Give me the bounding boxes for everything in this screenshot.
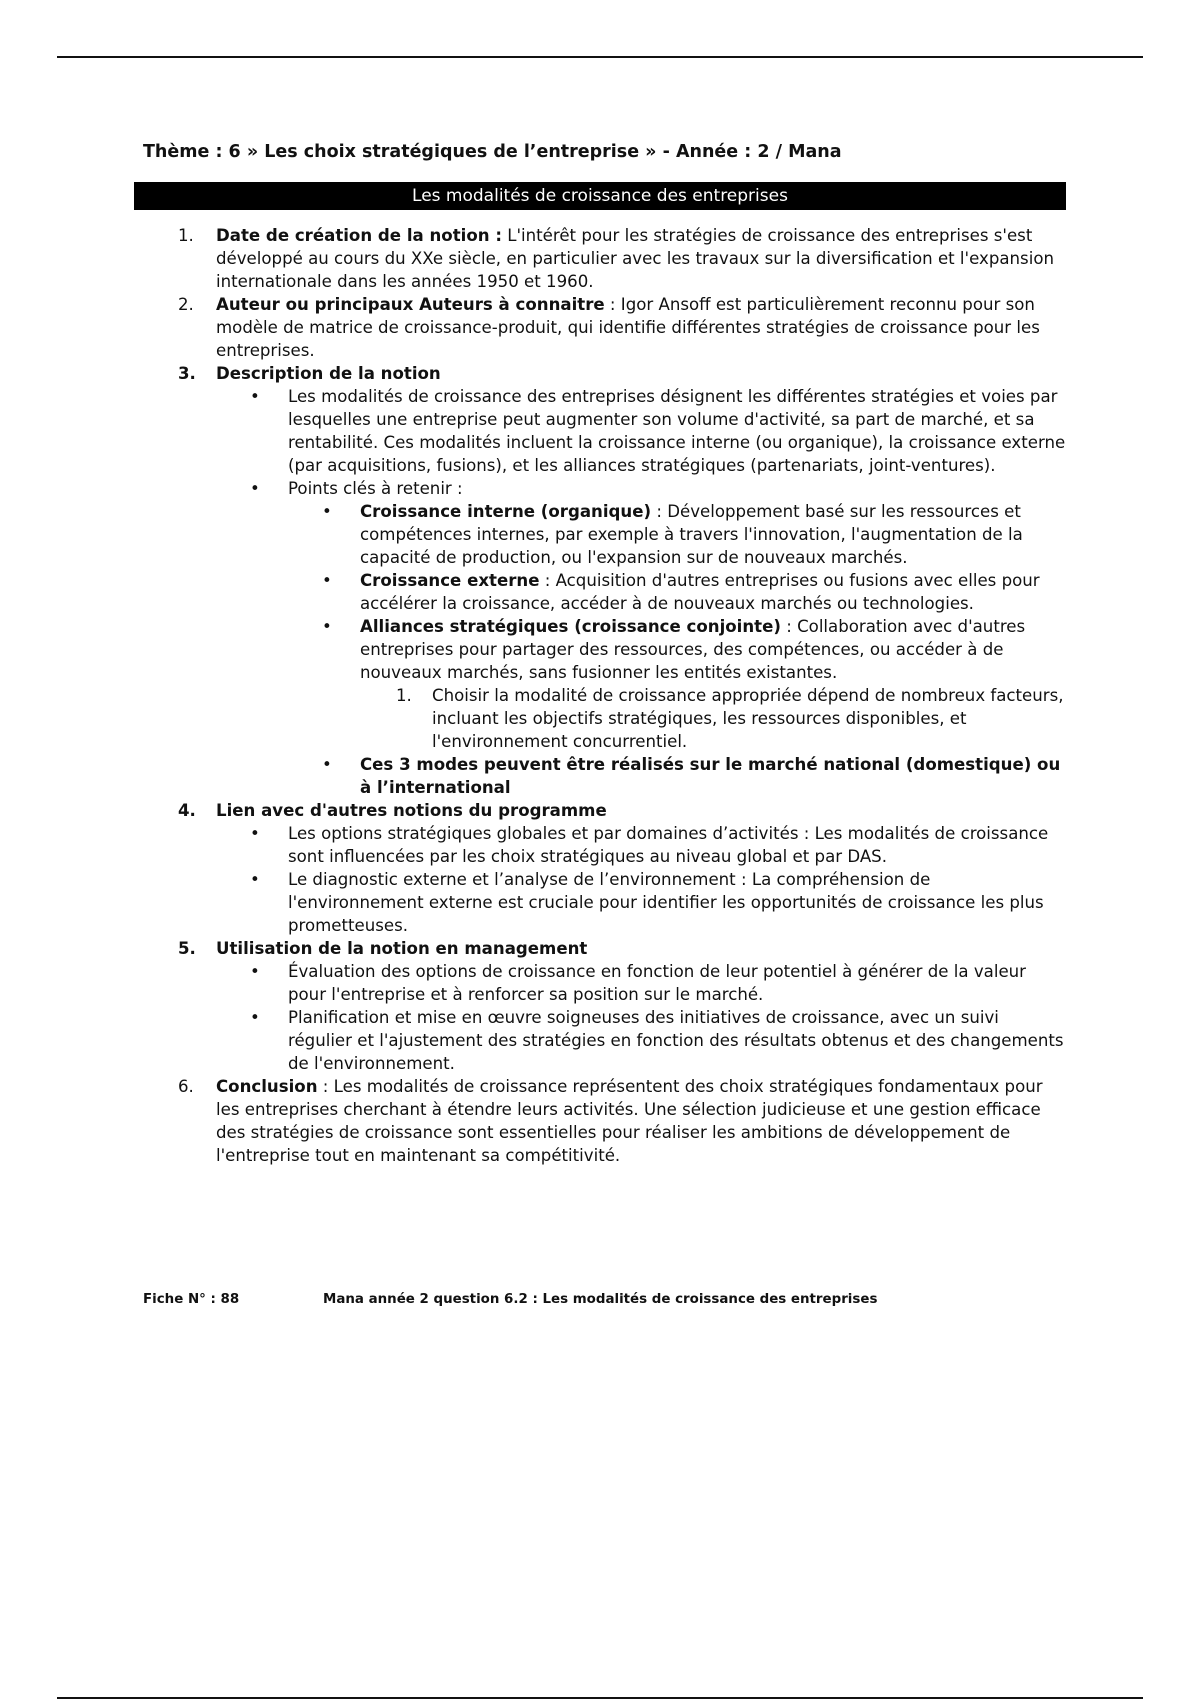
item-number: 1. <box>396 686 412 705</box>
list-item <box>134 615 1066 684</box>
section-number: 6. <box>178 1077 194 1096</box>
bullet-icon: • <box>250 870 260 889</box>
section-3 <box>134 362 1066 385</box>
item-text: Choisir la modalité de croissance appropriée dépend de nombreux facteurs, incluant les objectifs stratégiques, les ressources disponibles, et l'environnement concurrentiel. <box>432 686 1064 751</box>
section-number: 5. <box>178 939 196 958</box>
section-number: 4. <box>178 801 196 820</box>
bullet-text: Évaluation des options de croissance en fonction de leur potentiel à générer de la valeur pour l'entreprise et à renforcer sa position sur le marché. <box>288 962 1026 1004</box>
page-title: Thème : 6 » Les choix stratégiques de l’entreprise » - Année : 2 / Mana <box>143 142 842 162</box>
section-title: Date de création de la notion : <box>216 226 502 245</box>
bullet-text: : Développement basé sur les ressources et compétences internes, par exemple à travers l'innovation, l'augmentation de la capacité de production, ou l'expansion sur de nouveaux marchés. <box>360 502 1023 567</box>
bullet-title: Croissance interne (organique) <box>360 502 652 521</box>
bullet-icon: • <box>250 962 260 981</box>
list-item <box>134 569 1066 615</box>
section-title: Conclusion <box>216 1077 318 1096</box>
list-item <box>134 868 1066 937</box>
list-item <box>134 1006 1066 1075</box>
section-2 <box>134 293 1066 362</box>
bullet-icon: • <box>322 502 332 521</box>
section-text: : Igor Ansoff est particulièrement reconnu pour son modèle de matrice de croissance-produit, qui identifie différentes stratégies de croissance pour les entreprises. <box>216 295 1040 360</box>
list-item <box>134 960 1066 1006</box>
section-4 <box>134 799 1066 822</box>
bullet-title: Croissance externe <box>360 571 540 590</box>
bottom-rule <box>57 1697 1143 1699</box>
bullet-text: Les options stratégiques globales et par domaines d’activités : Les modalités de croissance sont influencées par les choix stratégiques au niveau global et par DAS. <box>288 824 1049 866</box>
bullet-icon: • <box>250 824 260 843</box>
page-footer <box>143 1292 878 1307</box>
section-text: : Les modalités de croissance représentent des choix stratégiques fondamentaux pour les entreprises cherchant à étendre leurs activités. Une sélection judicieuse et une gestion efficace des stratégies de croissance sont essentielles pour réaliser les ambitions de développement de l'entreprise tout en maintenant sa compétitivité. <box>216 1077 1043 1165</box>
bullet-text: Le diagnostic externe et l’analyse de l’environnement : La compréhension de l'environnement externe est cruciale pour identifier les opportunités de croissance les plus prometteuses. <box>288 870 1044 935</box>
section-number: 3. <box>178 364 196 383</box>
section-title: Utilisation de la notion en management <box>216 939 588 958</box>
bullet-icon: • <box>322 755 332 774</box>
bullet-title: Alliances stratégiques (croissance conjointe) <box>360 617 781 636</box>
section-title: Auteur ou principaux Auteurs à connaitre <box>216 295 605 314</box>
list-item <box>134 385 1066 477</box>
section-6 <box>134 1075 1066 1167</box>
list-item <box>134 753 1066 799</box>
section-text: L'intérêt pour les stratégies de croissance des entreprises s'est développé au cours du XXe siècle, en particulier avec les travaux sur la diversification et l'expansion internationale dans les années 1950 et 1960. <box>216 226 1054 291</box>
banner-title: Les modalités de croissance des entreprises <box>134 182 1066 210</box>
bullet-text: Les modalités de croissance des entreprises désignent les différentes stratégies et voies par lesquelles une entreprise peut augmenter son volume d'activité, sa part de marché, et sa rentabilité. Ces modalités incluent la croissance interne (ou organique), la croissance externe (par acquisitions, fusions), et les alliances stratégiques (partenariats, joint-ventures). <box>288 387 1066 475</box>
top-rule <box>57 56 1143 58</box>
section-title: Description de la notion <box>216 364 441 383</box>
section-5 <box>134 937 1066 960</box>
bullet-text: Ces 3 modes peuvent être réalisés sur le marché national (domestique) ou à l’international <box>360 755 1061 797</box>
footer-fiche-number: Fiche N° : 88 <box>143 1292 240 1307</box>
bullet-text: : Acquisition d'autres entreprises ou fusions avec elles pour accélérer la croissance, accéder à de nouveaux marchés ou technologies. <box>360 571 1040 613</box>
section-number: 1. <box>178 226 194 245</box>
bullet-icon: • <box>250 479 260 498</box>
bullet-icon: • <box>322 571 332 590</box>
bullet-text: Planification et mise en œuvre soigneuses des initiatives de croissance, avec un suivi régulier et l'ajustement des stratégies en fonction des résultats obtenus et des changements de l'environnement. <box>288 1008 1064 1073</box>
section-1 <box>134 224 1066 293</box>
list-item <box>134 684 1066 753</box>
bullet-text: Points clés à retenir : <box>288 479 463 498</box>
section-title: Lien avec d'autres notions du programme <box>216 801 607 820</box>
section-number: 2. <box>178 295 194 314</box>
footer-question: Mana année 2 question 6.2 : Les modalités de croissance des entreprises <box>323 1292 878 1307</box>
list-item <box>134 477 1066 500</box>
bullet-text: : Collaboration avec d'autres entreprises pour partager des ressources, des compétences, ou accéder à de nouveaux marchés, sans fusionner les entités existantes. <box>360 617 1026 682</box>
document-body <box>134 224 1066 1167</box>
list-item <box>134 822 1066 868</box>
bullet-icon: • <box>250 387 260 406</box>
bullet-icon: • <box>250 1008 260 1027</box>
bullet-icon: • <box>322 617 332 636</box>
list-item <box>134 500 1066 569</box>
